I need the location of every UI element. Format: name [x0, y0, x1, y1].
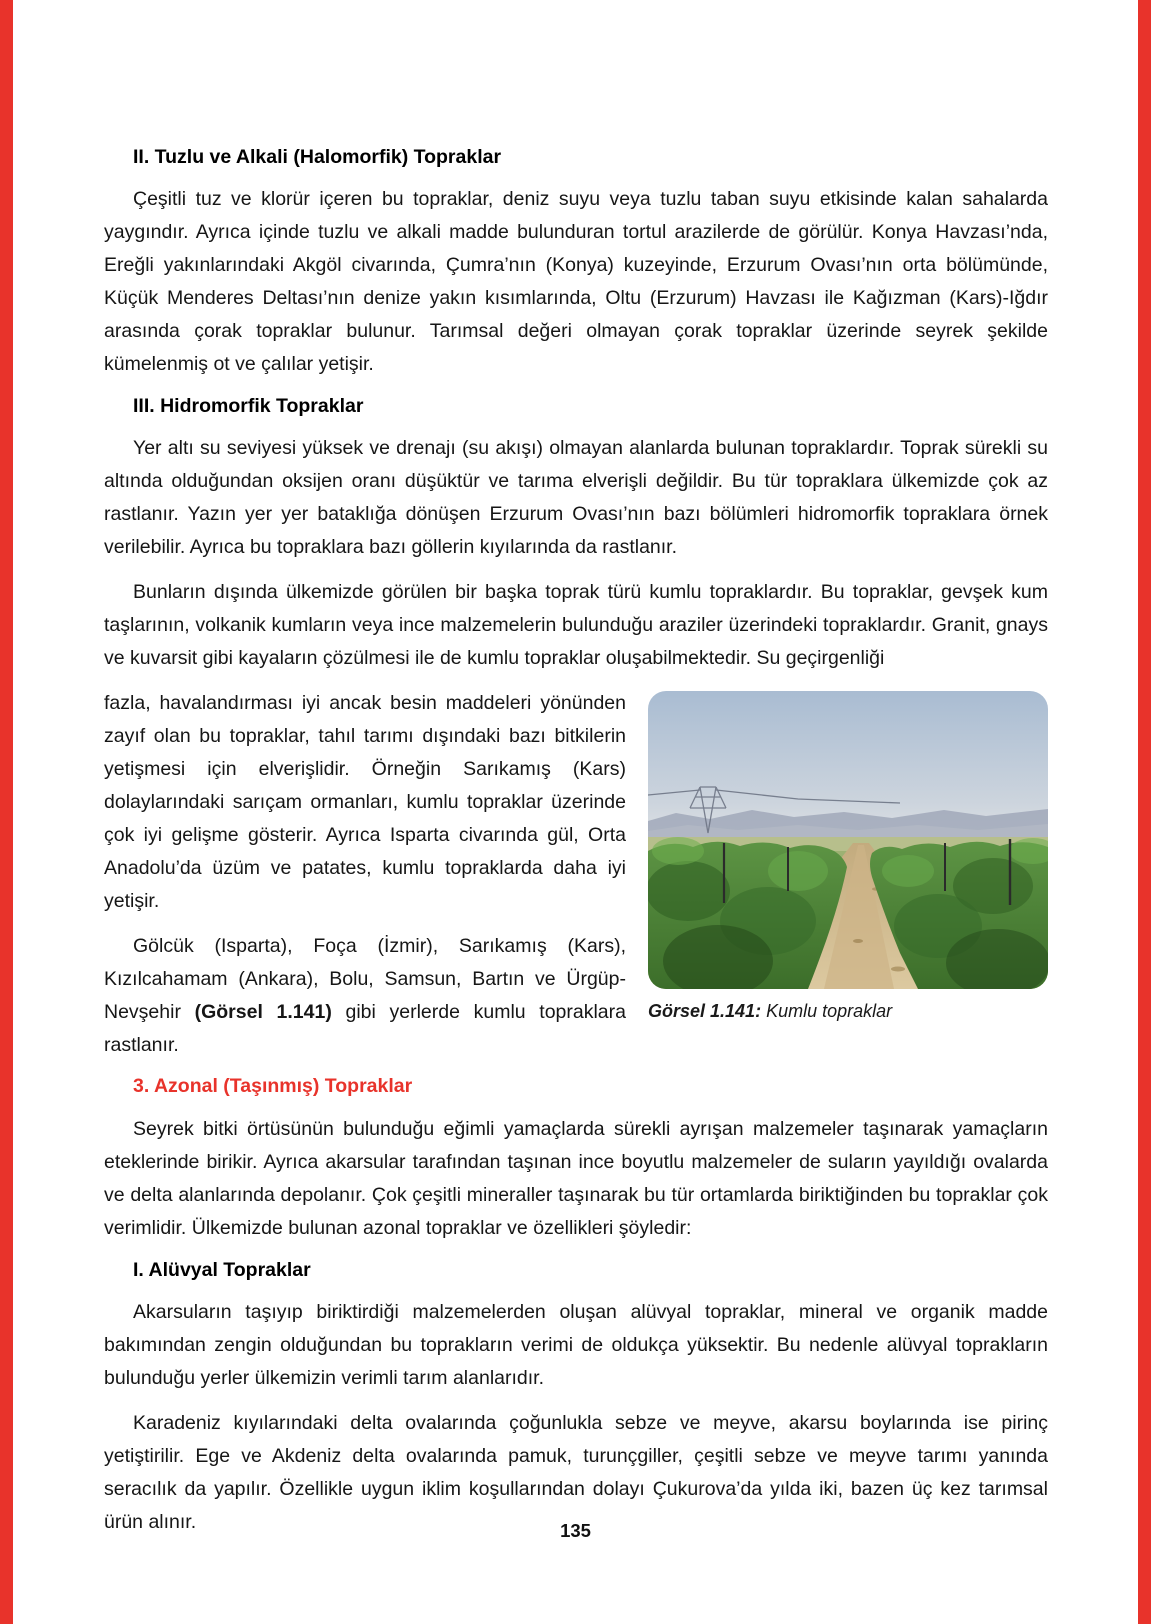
figure-caption-text: Kumlu topraklar [761, 1000, 893, 1021]
paragraph-aluvyal-1: Akarsuların taşıyıp biriktirdiği malzemelerden oluşan alüvyal topraklar, mineral ve organik madde bakımından zengin olduğundan bu toprakların verimi de oldukça yüksektir. Bu nedenle alüvyal toprakların bulunduğu yerler ülkemizin verimli tarım alanlarıdır. [104, 1300, 1048, 1389]
figure-kumlu-topraklar [648, 691, 1048, 1022]
right-margin-bar [1138, 0, 1151, 1624]
paragraph-aluvyal-2: Karadeniz kıyılarındaki delta ovalarında çoğunlukla sebze ve meyve, akarsu boylarında ise pirinç yetiştirilir. Ege ve Akdeniz delta ovalarında pamuk, turunçgiller, çeşitli sebze ve meyve tarımı yanında seracılık da yapılır. Özellikle uygun iklim koşullarından dolayı Çukurova’da yılda iki, bazen üç kez tarımsal ürün alınır. [104, 1411, 1048, 1533]
paragraph-kumlu-intro: Bunların dışında ülkemizde görülen bir başka toprak türü kumlu topraklardır. Bu topraklar, gevşek kum taşlarının, volkanik kumların veya ince malzemelerin bulunduğu araziler üzerindeki topraklardır. Granit, gnays ve kuvarsit gibi kayaların çözülmesi ile de kumlu topraklar oluşabilmektedir. Su geçirgenliği [104, 581, 1048, 670]
places-text-pre: Gölcük (Isparta), Foça (İzmir), Sarıkamış (Kars), Kızılcahamam (Ankara), Bolu, Samsun, Bartın ve Ürgüp-Nevşehir [104, 934, 626, 1023]
heading-hidromorfik: III. Hidromorfik Topraklar [133, 395, 364, 418]
heading-azonal: 3. Azonal (Taşınmış) Topraklar [133, 1075, 413, 1098]
heading-halomorfik: II. Tuzlu ve Alkali (Halomorfik) Topraklar [133, 146, 502, 168]
figure-caption-label: Görsel 1.141: [648, 1000, 762, 1021]
heading-aluvyal: I. Alüvyal Topraklar [133, 1258, 311, 1281]
paragraph-hidromorfik: Yer altı su seviyesi yüksek ve drenajı (su akışı) olmayan alanlarda bulunan topraklardır. Toprak sürekli su altında olduğundan oksijen oranı düşüktür ve tarıma elverişli değildir. Bu tür topraklara ülkemizde çok az rastlanır. Yazın yer yer bataklığa dönüşen Erzurum Ovası’nın bazı bölümleri hidromorfik topraklara örnek verilebilir. Ayrıca bu topraklara bazı göllerin kıyılarında da rastlanır. [104, 437, 1048, 559]
paragraph-kumlu-wrapped: fazla, havalandırması iyi ancak besin maddeleri yönünden zayıf olan bu topraklar, tahıl tarımı dışındaki bazı bitkilerin yetişmesi için elverişlidir. Örneğin Sarıkamış (Kars) dolaylarındaki sarıçam ormanları, kumlu topraklar üzerinde çok iyi gelişme gösterir. Ayrıca Isparta civarında gül, Orta Anadolu’da üzüm ve patates, kumlu topraklarda daha iyi yetişir. [104, 691, 626, 912]
figure-caption [648, 1001, 1048, 1022]
paragraph-azonal: Seyrek bitki örtüsünün bulunduğu eğimli yamaçlarda sürekli ayrışan malzemeler taşınarak yamaçların eteklerinde birikir. Ayrıca akarsular tarafından taşınan ince boyutlu malzemeler de suların yayıldığı ovalarda ve delta alanlarında depolanır. Çok çeşitli mineraller taşınarak bu tür ortamlarda biriktiğinden bu topraklar çok verimlidir. Ülkemizde bulunan azonal topraklar ve özellikleri şöyledir: [104, 1117, 1048, 1239]
paragraph-halomorfik: Çeşitli tuz ve klorür içeren bu topraklar, deniz suyu veya tuzlu taban suyu etkisinde kalan sahalarda yaygındır. Ayrıca içinde tuzlu ve alkali madde bulunduran tortul arazilerde de görülür. Konya Havzası’nda, Ereğli yakınlarındaki Akgöl civarında, Çumra’nın (Konya) kuzeyinde, Erzurum Ovası’nın orta bölümünde, Küçük Menderes Deltası’nın denize yakın kısımlarında, Oltu (Erzurum) Havzası ile Kağızman (Kars)-Iğdır arasında çorak topraklar bulunur. Tarımsal değeri olmayan çorak topraklar üzerinde seyrek şekilde kümelenmiş ot ve çalılar yetişir. [104, 188, 1048, 376]
figure-reference: (Görsel 1.141) [194, 1000, 332, 1023]
vineyard-photo [648, 691, 1048, 989]
places-text-post: gibi yerlerde kumlu topraklara rastlanır. [104, 1000, 626, 1056]
left-margin-bar [0, 0, 13, 1624]
page-number: 135 [560, 1520, 591, 1541]
